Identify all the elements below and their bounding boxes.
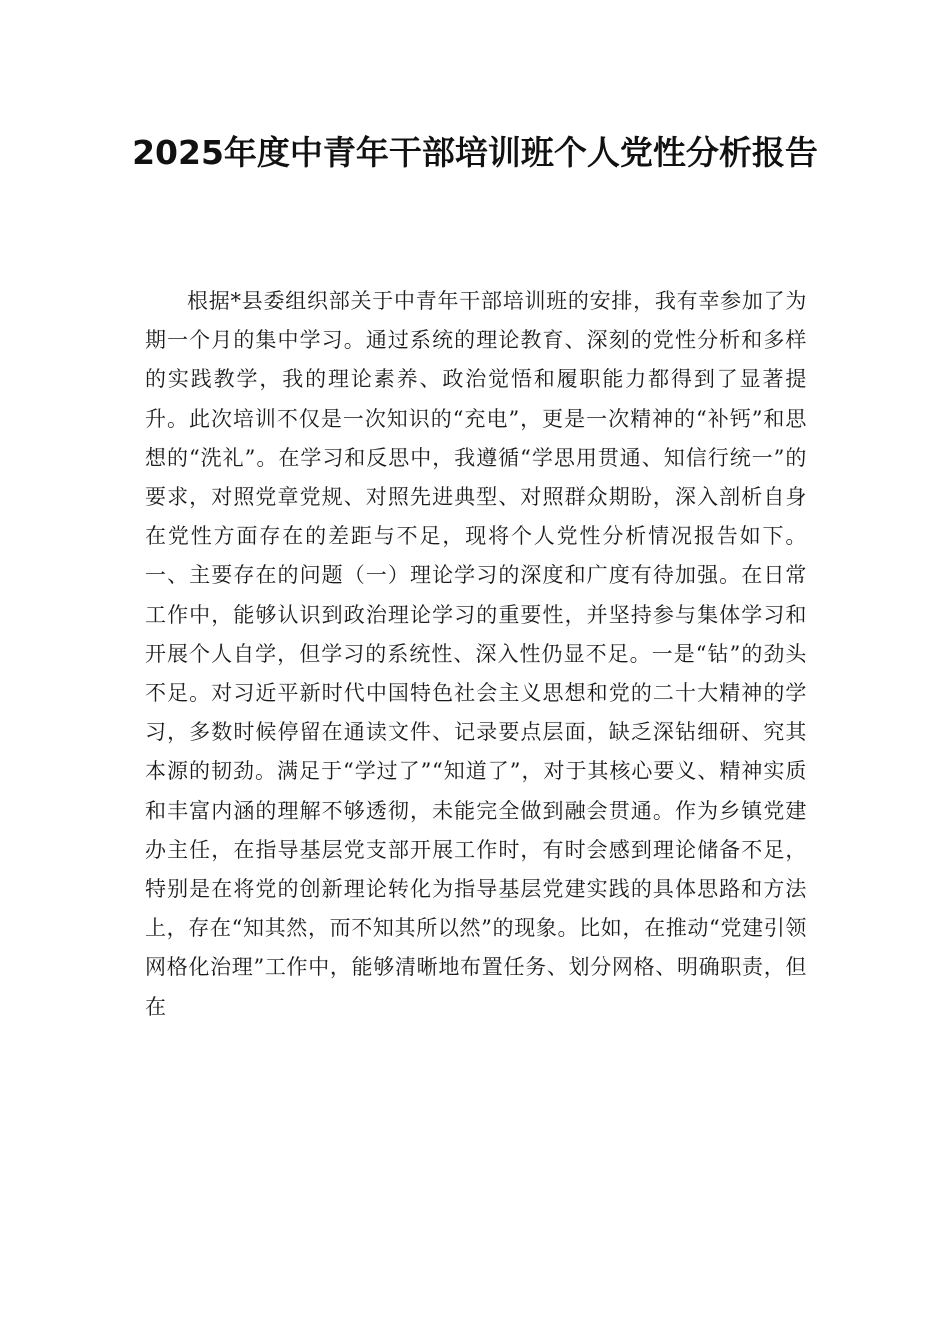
body-paragraph: 根据*县委组织部关于中青年干部培训班的安排，我有幸参加了为期一个月的集中学习。通过系统的理论教育、深刻的党性分析和多样的实践教学，我的理论素养、政治觉悟和履职能力都得到了显著提升。此次培训不仅是一次知识的“充电”，更是一次精神的“补钙”和思想的“洗礼”。在学习和反思中，我遵循“学思用贯通、知信行统一”的要求，对照党章党规、对照先进典型、对照群众期盼，深入剖析自身在党性方面存在的差距与不足，现将个人党性分析情况报告如下。一、主要存在的问题（一）理论学习的深度和广度有待加强。在日常工作中，能够认识到政治理论学习的重要性，并坚持参与集体学习和开展个人自学，但学习的系统性、深入性仍显不足。一是“钻”的劲头不足。对习近平新时代中国特色社会主义思想和党的二十大精神的学习，多数时候停留在通读文件、记录要点层面，缺乏深钻细研、究其本源的韧劲。满足于“学过了”“知道了”，对于其核心要义、精神实质和丰富内涵的理解不够透彻，未能完全做到融会贯通。作为乡镇党建办主任，在指导基层党支部开展工作时，有时会感到理论储备不足，特别是在将党的创新理论转化为指导基层党建实践的具体思路和方法上，存在“知其然，而不知其所以然”的现象。比如，在推动“党建引领网格化治理”工作中，能够清晰地布置任务、划分网格、明确职责，但在: [145, 289, 807, 1019]
document-title: 2025年度中青年干部培训班个人党性分析报告: [132, 133, 818, 172]
